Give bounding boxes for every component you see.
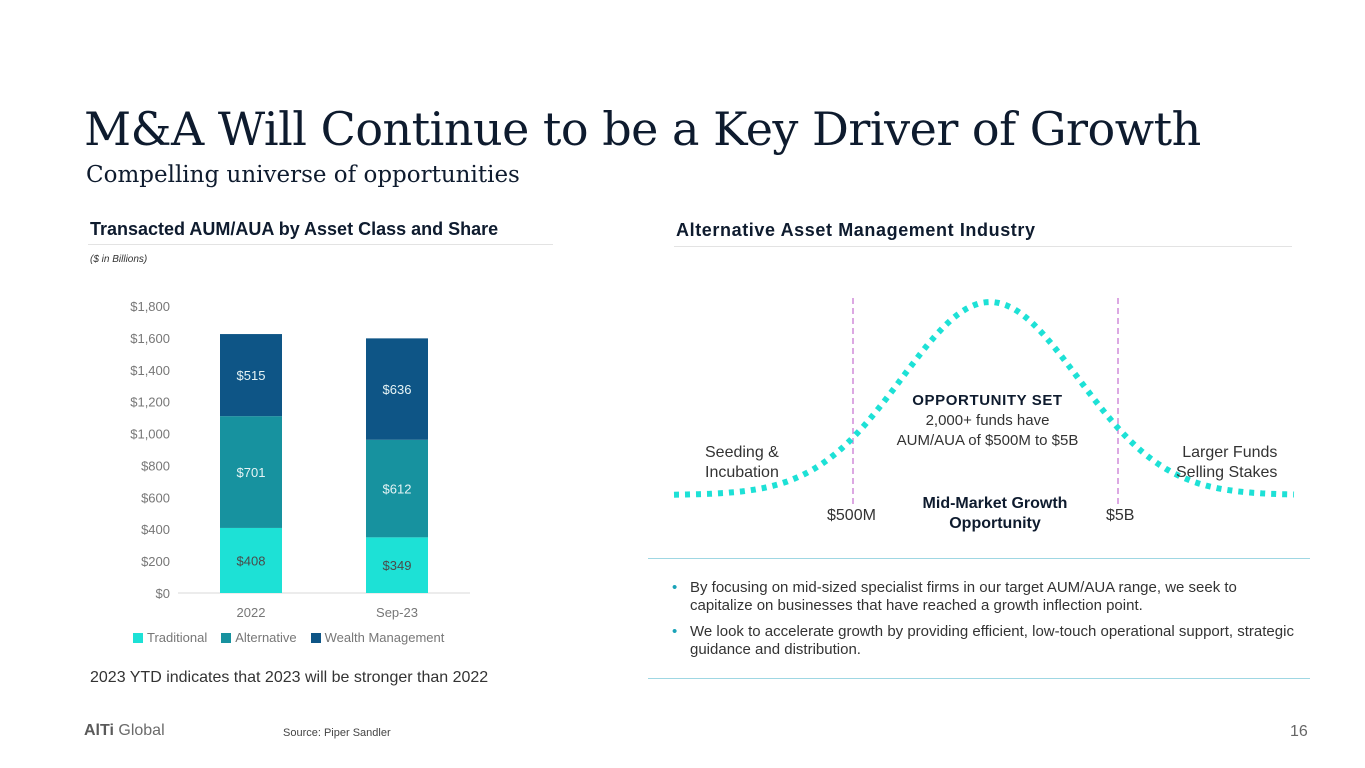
bullet-text: By focusing on mid-sized specialist firms in our target AUM/AUA range, we seek to capitalize on businesses that have reached a growth inflection point.	[690, 579, 1237, 614]
logo-rest: Global	[113, 722, 165, 739]
page-number: 16	[1290, 723, 1308, 740]
larger-line-1: Larger Funds	[1182, 444, 1278, 461]
y-tick-label: $1,800	[130, 299, 170, 314]
data-label: $612	[382, 481, 412, 497]
seeding-line-2: Incubation	[705, 464, 779, 481]
marker-label-500m: $500M	[827, 507, 876, 524]
data-label: $349	[382, 558, 412, 574]
opportunity-line-2: AUM/AUA of $500M to $5B	[896, 432, 1079, 449]
legend-swatch-wealth	[311, 633, 321, 643]
data-label: $408	[236, 553, 266, 569]
x-tick-label: 2022	[236, 605, 266, 620]
bullet-item	[672, 623, 1302, 659]
left-section-title: Transacted AUM/AUA by Asset Class and Share	[90, 219, 499, 239]
legend-label-wealth: Wealth Management	[324, 630, 445, 645]
legend-label-traditional: Traditional	[147, 630, 208, 645]
opportunity-title: OPPORTUNITY SET	[912, 392, 1063, 409]
right-section-title: Alternative Asset Management Industry	[676, 220, 1036, 240]
company-logo	[84, 722, 165, 740]
opportunity-line-1: 2,000+ funds have	[925, 412, 1050, 429]
seeding-label	[705, 443, 779, 483]
y-tick-label: $1,600	[130, 330, 170, 346]
y-tick-label: $0	[155, 586, 170, 601]
page-title: M&A Will Continue to be a Key Driver of Growth	[84, 102, 1201, 156]
bullet-dot: •	[672, 623, 678, 640]
bullet-item	[672, 579, 1302, 615]
page-subtitle: Compelling universe of opportunities	[86, 162, 520, 188]
y-tick-label: $800	[141, 458, 170, 474]
y-tick-label: $1,400	[130, 362, 170, 378]
y-tick-label: $1,000	[130, 426, 170, 442]
legend-swatch-traditional	[133, 633, 143, 643]
legend-label-alternative: Alternative	[235, 630, 297, 645]
opportunity-set	[870, 391, 1105, 451]
stacked-bar-chart	[100, 290, 480, 625]
bullet-text: We look to accelerate growth by providing efficient, low-touch operational support, strategic guidance and distribution.	[690, 623, 1294, 658]
data-label: $701	[236, 465, 266, 481]
larger-line-2: Selling Stakes	[1176, 464, 1278, 481]
mid-market-label	[895, 494, 1095, 534]
bullet-list	[672, 579, 1302, 667]
larger-funds-label	[1176, 443, 1277, 483]
y-tick-label: $600	[141, 490, 170, 506]
mid-market-line-1: Mid-Market Growth	[922, 495, 1068, 512]
seeding-line-1: Seeding &	[705, 444, 779, 461]
marker-label-5b: $5B	[1106, 507, 1135, 524]
y-tick-label: $200	[141, 554, 170, 570]
chart-note: 2023 YTD indicates that 2023 will be stronger than 2022	[90, 669, 489, 686]
y-tick-label: $1,200	[130, 394, 170, 410]
right-section-rule	[674, 246, 1292, 247]
data-label: $515	[236, 368, 266, 384]
mid-market-line-2: Opportunity	[949, 515, 1041, 532]
y-tick-label: $400	[141, 522, 170, 538]
bullets-bottom-rule	[648, 678, 1310, 679]
bullet-dot: •	[672, 579, 678, 596]
source-note: Source: Piper Sandler	[283, 727, 391, 739]
units-note: ($ in Billions)	[90, 254, 148, 265]
legend	[133, 630, 444, 645]
bullets-top-rule	[648, 558, 1310, 559]
left-section-rule	[88, 244, 553, 245]
logo-bold: AlTi	[84, 722, 114, 739]
legend-swatch-alternative	[221, 633, 231, 643]
data-label: $636	[382, 382, 412, 398]
x-tick-label: Sep-23	[376, 605, 418, 620]
